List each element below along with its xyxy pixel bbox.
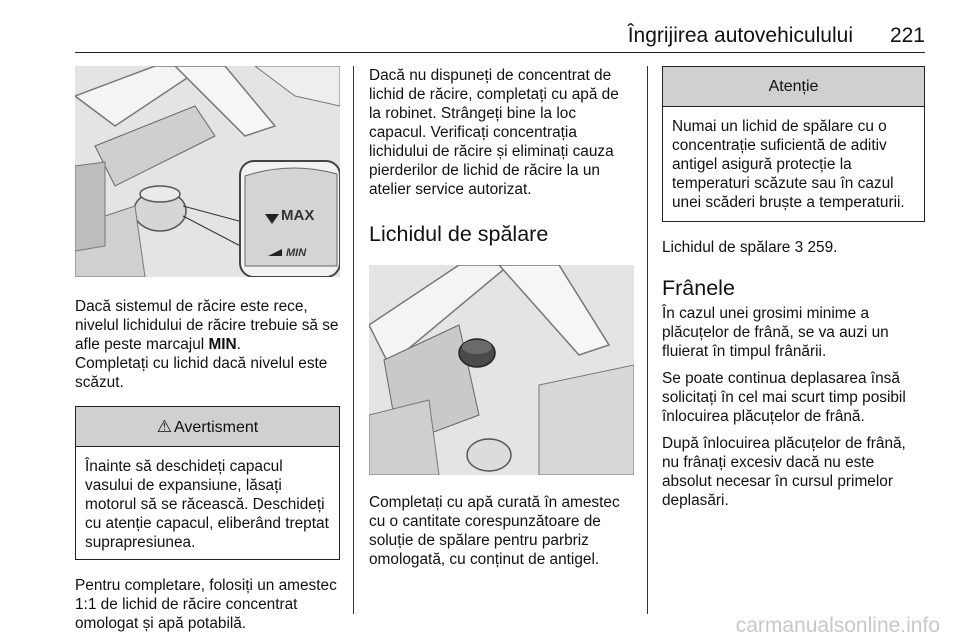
warning-box-title: Avertisment xyxy=(174,419,259,436)
column-left xyxy=(75,66,340,633)
coolant-reservoir-illustration xyxy=(75,66,340,277)
warning-box-header xyxy=(76,407,339,447)
mixture-paragraph: Pentru completare, folosiți un amestec 1:1 de lichid de răcire concentrat omologat și apă potabilă. xyxy=(75,577,337,632)
min-marker-label: MIN xyxy=(286,247,307,259)
warning-triangle-icon: ⚠ xyxy=(156,417,173,436)
attention-box-title: Atenție xyxy=(663,67,924,107)
attention-box xyxy=(662,66,925,222)
washer-reservoir-illustration xyxy=(369,265,634,475)
washer-fluid-heading: Lichidul de spălare xyxy=(369,222,549,246)
warning-box-body: Înainte să deschideți capacul vasului de expansiune, lăsați motorul să se răcească. Deschideți cu atenție capacul, eliberând treptat suprapresiunea. xyxy=(85,458,329,551)
washer-mix-paragraph: Completați cu apă curată în amestec cu o cantitate corespunzătoare de soluție de spălare pentru parbriz omologată, cu conținut de antigel. xyxy=(369,494,620,568)
page-number: 221 xyxy=(889,24,925,47)
attention-box-body: Numai un lichid de spălare cu o concentrație suficientă de aditiv antigel asigură protecție la temperaturi scăzute sau în cazul unei scăderi bruște a temperaturii. xyxy=(672,118,905,211)
max-marker-label: MAX xyxy=(281,207,315,224)
page-header xyxy=(75,22,925,53)
brake-after-replacement-paragraph: După înlocuirea plăcuțelor de frână, nu frânați excesiv dacă nu este absolut necesar în cursul primelor deplasări. xyxy=(662,435,906,509)
min-keyword: MIN xyxy=(208,336,237,353)
brake-pad-whistle-paragraph: În cazul unei grosimi minime a plăcuțelor de frână, se va auzi un fluierat în timpul frânării. xyxy=(662,305,889,360)
page-reference-arrow-icon: 3 xyxy=(794,239,804,256)
coolant-level-paragraph: Dacă sistemul de răcire este rece, nivelul lichidului de răcire trebuie să se afle peste marcajul MIN. xyxy=(75,298,339,353)
column-divider xyxy=(353,66,354,614)
brakes-heading: Frânele xyxy=(662,276,735,300)
top-up-paragraph: Completați cu lichid dacă nivelul este scăzut. xyxy=(75,355,328,391)
column-divider xyxy=(647,66,648,614)
column-middle xyxy=(369,66,634,569)
warning-box xyxy=(75,406,340,560)
page-reference-number: 259. xyxy=(807,239,838,256)
washer-fluid-reference[interactable]: Lichidul de spălare 3 259. xyxy=(662,239,838,256)
column-right xyxy=(662,66,925,510)
brake-pad-replace-paragraph: Se poate continua deplasarea însă solicitați în cel mai scurt timp posibil înlocuirea plăcuțelor de frână. xyxy=(662,370,906,425)
no-concentrate-paragraph: Dacă nu dispuneți de concentrat de lichid de răcire, completați cu apă de la robinet. Strângeți bine la loc capacul. Verificați concentrația lichidului de răcire și eliminați cauza pierderilor de lichid de răcire la un atelier service autorizat. xyxy=(369,67,619,198)
page-title: Îngrijirea autovehiculului xyxy=(627,24,853,47)
watermark: carmanualsonline.info xyxy=(735,614,940,637)
